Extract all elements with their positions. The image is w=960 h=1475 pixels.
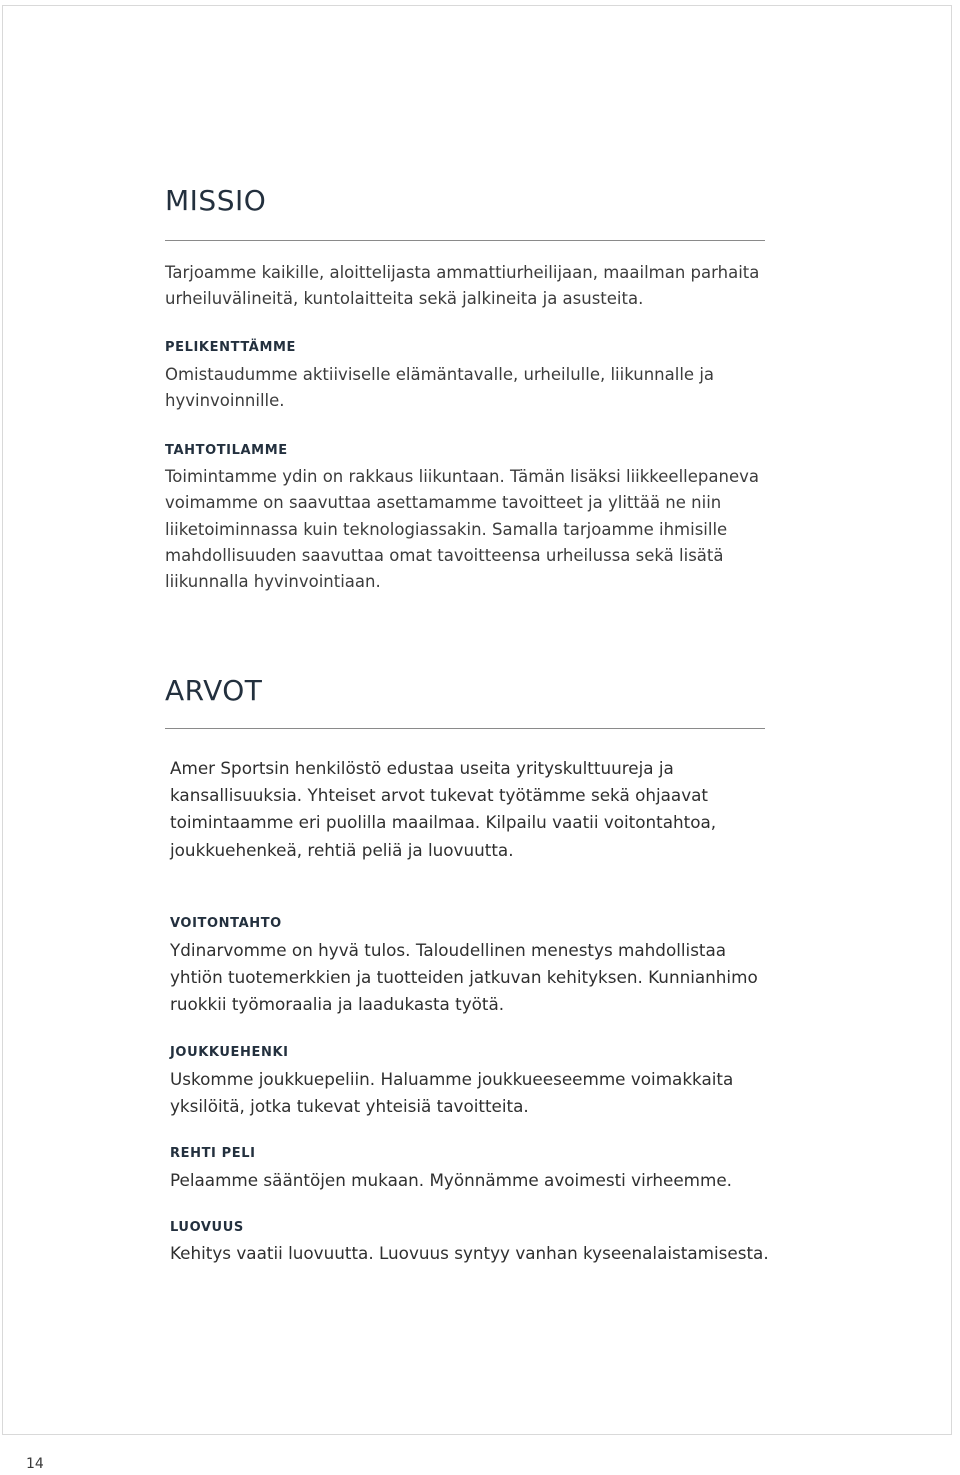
rehti-peli-text: Pelaamme sääntöjen mukaan. Myönnämme avoimesti virheemme. bbox=[170, 1170, 733, 1190]
missio-divider bbox=[165, 240, 765, 241]
arvot-divider bbox=[165, 728, 765, 729]
missio-text: Tarjoamme kaikille, aloittelijasta ammattiurheilijaan, maailman parhaita urheiluvälineitä, kuntolaitteita sekä jalkineita ja asusteita. bbox=[165, 263, 760, 309]
luovuus-heading: LUOVUUS bbox=[170, 1220, 244, 1235]
tahtotila-text: Toimintamme ydin on rakkaus liikuntaan. Tämän lisäksi liikkeellepaneva voimamme on saavuttaa asettamamme tavoitteet ja ylittää ne niin liiketoiminnassa kuin teknologiassakin. Samalla tarjoamme ihmisille mahdollisuuden saavuttaa omat tavoitteensa urheilussa sekä lisätä liikunnalla hyvinvointiaan. bbox=[165, 467, 759, 592]
rehti-peli-heading: REHTI PELI bbox=[170, 1146, 256, 1161]
arvot-title: ARVOT bbox=[165, 674, 263, 707]
tahtotila-heading: TAHTOTILAMME bbox=[165, 443, 288, 458]
voitontahto-heading: VOITONTAHTO bbox=[170, 916, 282, 931]
pelikentta-heading: PELIKENTTÄMME bbox=[165, 340, 297, 355]
luovuus-text: Kehitys vaatii luovuutta. Luovuus syntyy vanhan kyseenalaistamisesta. bbox=[170, 1243, 769, 1263]
missio-title: MISSIO bbox=[165, 184, 267, 217]
arvot-text: Amer Sportsin henkilöstö edustaa useita yrityskulttuureja ja kansallisuuksia. Yhteiset arvot tukevat työtämme sekä ohjaavat toimintaamme eri puolilla maailmaa. Kilpailu vaatii voitontahtoa, joukkuehenkeä, rehtiä peliä ja luovuutta. bbox=[170, 758, 717, 860]
pelikentta-text: Omistaudumme aktiiviselle elämäntavalle, urheilulle, liikunnalle ja hyvinvoinnille. bbox=[165, 365, 715, 411]
joukkuehenki-heading: JOUKKUEHENKI bbox=[170, 1045, 289, 1060]
page-frame bbox=[2, 5, 952, 1435]
joukkuehenki-text: Uskomme joukkuepeliin. Haluamme joukkueeseemme voimakkaita yksilöitä, jotka tukevat yhteisiä tavoitteita. bbox=[170, 1069, 734, 1117]
voitontahto-text: Ydinarvomme on hyvä tulos. Taloudellinen menestys mahdollistaa yhtiön tuotemerkkien ja tuotteiden jatkuvan kehityksen. Kunnianhimo ruokkii työmoraalia ja laadukasta työtä. bbox=[170, 940, 758, 1015]
page-number: 14 bbox=[26, 1456, 44, 1472]
